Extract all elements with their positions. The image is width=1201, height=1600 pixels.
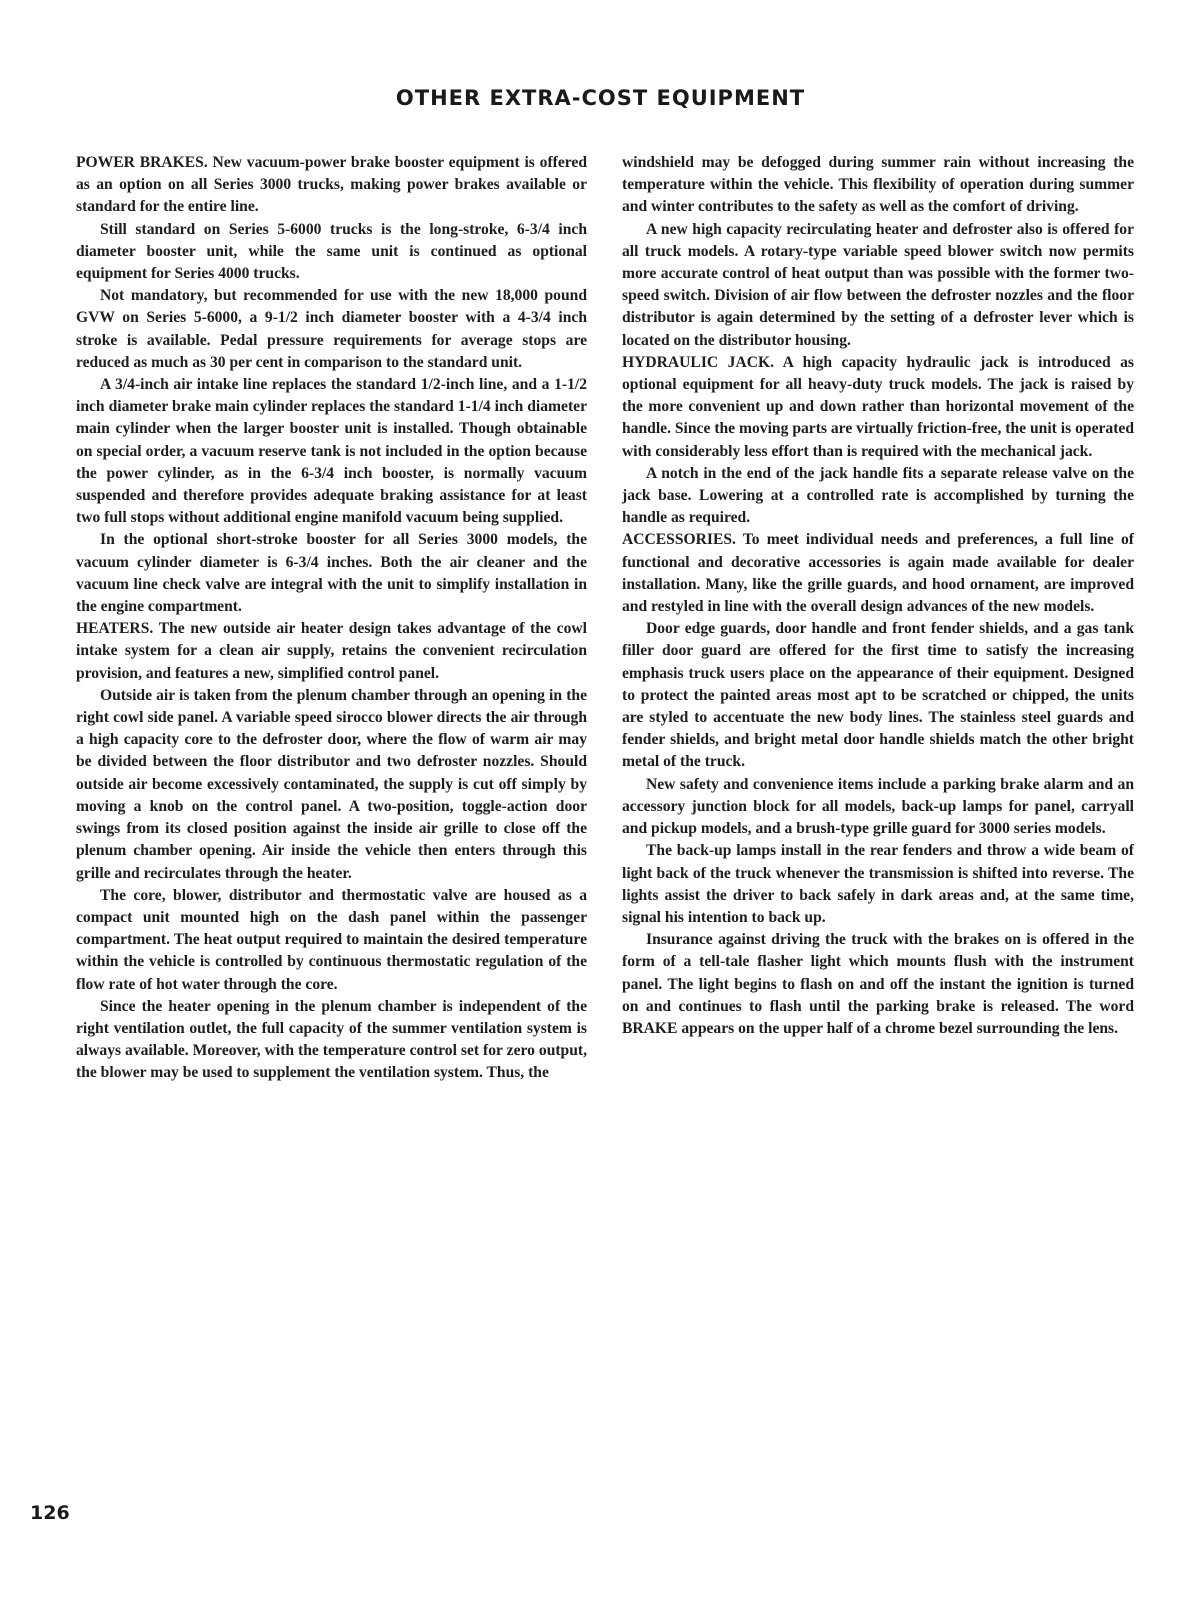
- paragraph: Insurance against driving the truck with the brakes on is offered in the form of a tell-tale flasher light which mounts flush with the instrument panel. The light begins to flash on and off the instant the ignition is turned on and continues to flash until the parking brake is released. The word BRAKE appears on the upper half of a chrome bezel surrounding the lens.: [622, 931, 1134, 1037]
- paragraph: ACCESSORIES. To meet individual needs and preferences, a full line of functional and decorative accessories is again made available for dealer installation. Many, like the grille guards, and hood ornament, are improved and restyled in line with the overall design advances of the new models.: [622, 531, 1134, 616]
- paragraph: Not mandatory, but recommended for use with the new 18,000 pound GVW on Series 5-6000, a 9-1/2 inch diameter booster with a 4-3/4 inch stroke is available. Pedal pressure requirements for average stops are reduced as much as 30 per cent in comparison to the standard unit.: [76, 287, 587, 371]
- paragraph: POWER BRAKES. New vacuum-power brake booster equipment is offered as an option on all Series 3000 trucks, making power brakes available or standard for the entire line.: [76, 154, 587, 216]
- paragraph: Door edge guards, door handle and front fender shields, and a gas tank filler door guard are offered for the first time to satisfy the increasing emphasis truck users place on the appearance of their equipment. Designed to protect the painted areas most apt to be scratched or chipped, the units are styled to accentuate the new body lines. The stainless steel guards and fender shields, and bright metal door handle shields match the other bright metal of the truck.: [622, 620, 1134, 771]
- left-column: [76, 152, 587, 1085]
- paragraph: A notch in the end of the jack handle fits a separate release valve on the jack base. Lowering at a controlled rate is accomplished by turning the handle as required.: [622, 464, 1134, 527]
- paragraph: HEATERS. The new outside air heater design takes advantage of the cowl intake system for a clean air supply, retains the convenient recirculation provision, and features a new, simplified control panel.: [76, 620, 587, 682]
- page-number: 126: [30, 1502, 70, 1524]
- paragraph: Outside air is taken from the plenum chamber through an opening in the right cowl side panel. A variable speed sirocco blower directs the air through a high capacity core to the defroster door, where the flow of warm air may be divided between the floor distributor and two defroster nozzles. Should outside air become excessively contaminated, the supply is cut off simply by moving a knob on the control panel. A two-position, toggle-action door swings from its closed position against the inside air grille to close off the plenum chamber opening. Air inside the vehicle then enters through this grille and recirculates through the heater.: [76, 686, 587, 882]
- right-column: [622, 152, 1134, 1040]
- paragraph: A 3/4-inch air intake line replaces the standard 1/2-inch line, and a 1-1/2 inch diameter brake main cylinder replaces the standard 1-1/4 inch diameter main cylinder when the larger booster unit is installed. Though obtainable on special order, a vacuum reserve tank is not included in the option because the power cylinder, as in the 6-3/4 inch booster, is normally vacuum suspended and therefore provides adequate braking assistance for at least two full stops without additional engine manifold vacuum being supplied.: [76, 376, 587, 527]
- paragraph: The core, blower, distributor and thermostatic valve are housed as a compact unit mounted high on the dash panel within the passenger compartment. The heat output required to maintain the desired temperature within the vehicle is controlled by continuous thermostatic regulation of the flow rate of hot water through the core.: [76, 886, 587, 993]
- paragraph: windshield may be defogged during summer rain without increasing the temperature within the vehicle. This flexibility of operation during summer and winter contributes to the safety as well as the comfort of driving.: [622, 154, 1134, 216]
- paragraph: A new high capacity recirculating heater and defroster also is offered for all truck models. A rotary-type variable speed blower switch now permits more accurate control of heat output than was possible with the former two-speed switch. Division of air flow between the defroster nozzles and the floor distributor is again determined by the setting of a defroster lever which is located on the distributor housing.: [622, 220, 1134, 349]
- paragraph: In the optional short-stroke booster for all Series 3000 models, the vacuum cylinder diameter is 6-3/4 inches. Both the air cleaner and the vacuum line check valve are integral with the unit to simplify installation in the engine compartment.: [76, 531, 587, 616]
- paragraph: HYDRAULIC JACK. A high capacity hydraulic jack is introduced as optional equipment for all heavy-duty truck models. The jack is raised by the more convenient up and down rather than horizontal movement of the handle. Since the moving parts are virtually friction-free, the unit is operated with considerably less effort than is required with the mechanical jack.: [622, 353, 1134, 460]
- paragraph: Since the heater opening in the plenum chamber is independent of the right ventilation outlet, the full capacity of the summer ventilation system is always available. Moreover, with the temperature control set for zero output, the blower may be used to supplement the ventilation system. Thus, the: [76, 997, 587, 1082]
- paragraph: Still standard on Series 5-6000 trucks is the long-stroke, 6-3/4 inch diameter booster unit, while the same unit is continued as optional equipment for Series 4000 trucks.: [76, 220, 587, 283]
- paragraph: New safety and convenience items include a parking brake alarm and an accessory junction block for all models, back-up lamps for panel, carryall and pickup models, and a brush-type grille guard for 3000 series models.: [622, 775, 1134, 838]
- page-title: OTHER EXTRA-COST EQUIPMENT: [395, 86, 806, 110]
- paragraph: The back-up lamps install in the rear fenders and throw a wide beam of light back of the truck whenever the transmission is shifted into reverse. The lights assist the driver to back safely in dark areas and, at the same time, signal his intention to back up.: [622, 842, 1134, 926]
